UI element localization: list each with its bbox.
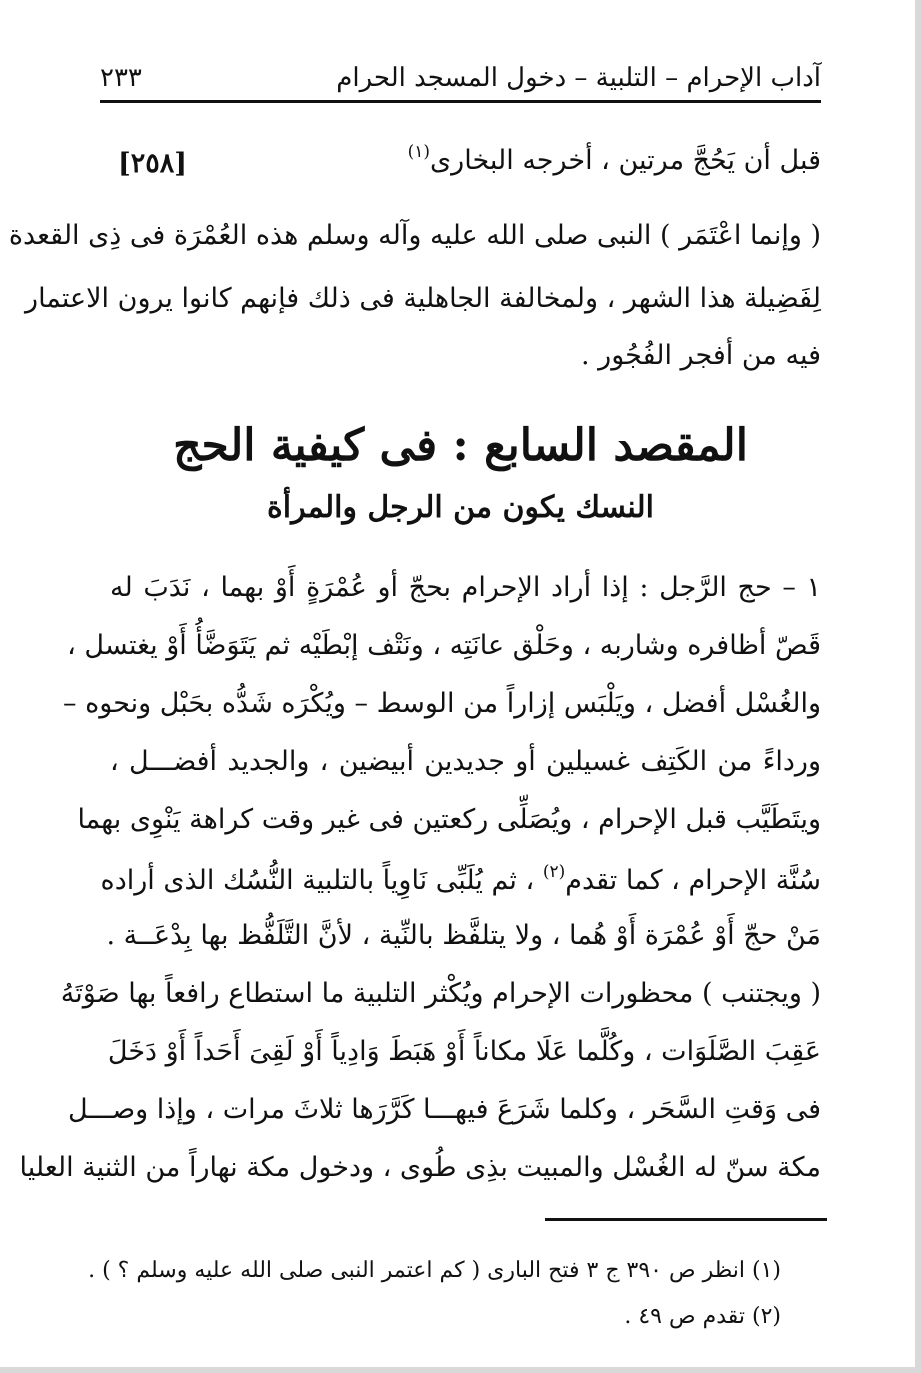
body-line-part-a: سُنَّة الإحرام ، كما تقدم bbox=[565, 865, 821, 896]
scan-edge-bottom bbox=[0, 1367, 921, 1373]
running-header bbox=[100, 58, 821, 98]
para1-line: لِفَضِيلة هذا الشهر ، ولمخالفة الجاهلية فى ذلك فإنهم كانوا يرون الاعتمار bbox=[25, 283, 821, 314]
page-number: ٢٣٣ bbox=[100, 63, 142, 93]
body-line: مكة سنّ له الغُسْل والمبيت بذِى طُوى ، ودخول مكة نهاراً من الثنية العليا bbox=[19, 1152, 821, 1183]
body-line: ويتَطَيَّب قبل الإحرام ، ويُصَلِّى ركعتين فى غير وقت كراهة يَنْوِى بهما bbox=[77, 804, 821, 835]
scan-edge-right bbox=[915, 0, 921, 1373]
body-line-with-note bbox=[100, 862, 821, 897]
footnote-marker-2: (٢) bbox=[542, 862, 566, 882]
top-line-text: قبل أن يَحُجَّ مرتين ، أخرجه البخارى bbox=[430, 145, 821, 176]
header-rule bbox=[100, 100, 821, 103]
reference-number: [٢٥٨] bbox=[118, 148, 188, 179]
para1-line: فيه من أفجر الفُجُور . bbox=[581, 340, 821, 371]
footnote-marker-1: (١) bbox=[407, 142, 431, 162]
body-line: والغُسْل أفضل ، ويَلْبَس إزاراً من الوسط – ويُكْرَه شَدُّه بحَبْل ونحوه – bbox=[63, 688, 821, 719]
body-line: قَصّ أظافره وشاربه ، وحَلْق عانَتِه ، ونَتْف إبْطَيْه ثم يَتَوَضَّأُ أَوْ يغتسل ، bbox=[67, 630, 821, 661]
body-line: فى وَقتِ السَّحَر ، وكلما شَرَعَ فيهـــا كَرَّرَها ثلاثَ مرات ، وإذا وصـــل bbox=[68, 1094, 821, 1125]
body-line: ورداءً من الكَتِف غسيلين أو جديدين أبيضين ، والجديد أفضـــل ، bbox=[110, 746, 821, 777]
footnote-2: (٢) تقدم ص ٤٩ . bbox=[624, 1304, 781, 1329]
para1-line: ( وإنما اعْتَمَر ) النبى صلى الله عليه وآله وسلم هذه العُمْرَة فى ذِى القعدة bbox=[8, 220, 821, 251]
body-line: عَقِبَ الصَّلَوَات ، وكُلَّما عَلَا مكاناً أَوْ هَبَطَ وَادِياً أَوْ لَقِىَ أَحَداً أَوْ دَخَلَ bbox=[107, 1036, 821, 1067]
section-subtitle: النسك يكون من الرجل والمرأة bbox=[267, 490, 654, 525]
body-line-part-b: ، ثم يُلَبِّى نَاوِياً بالتلبية النُّسُك الذى أراده bbox=[100, 865, 535, 896]
top-line bbox=[270, 142, 821, 177]
footnote-1: (١) انظر ص ٣٩٠ ج ٣ فتح البارى ( كم اعتمر النبى صلى الله عليه وسلم ؟ ) . bbox=[88, 1258, 781, 1283]
body-line: ( ويجتنب ) محظورات الإحرام ويُكْثر التلبية ما استطاع رافعاً بها صَوْتَهُ bbox=[60, 978, 821, 1009]
footnote-rule bbox=[545, 1218, 827, 1221]
body-line: مَنْ حجّ أَوْ عُمْرَة أَوْ هُما ، ولا يتلفَّظ بالنِّية ، لأنَّ التَّلَفُّظ بها بِدْعَــة . bbox=[106, 920, 821, 951]
running-title: آداب الإحرام – التلبية – دخول المسجد الحرام bbox=[336, 63, 821, 93]
body-line: ١ – حج الرَّجل : إذا أراد الإحرام بحجّ أو عُمْرَةٍ أَوْ بهما ، نَدَبَ له bbox=[110, 572, 821, 603]
section-title: المقصد السابع : فى كيفية الحج bbox=[173, 420, 748, 471]
